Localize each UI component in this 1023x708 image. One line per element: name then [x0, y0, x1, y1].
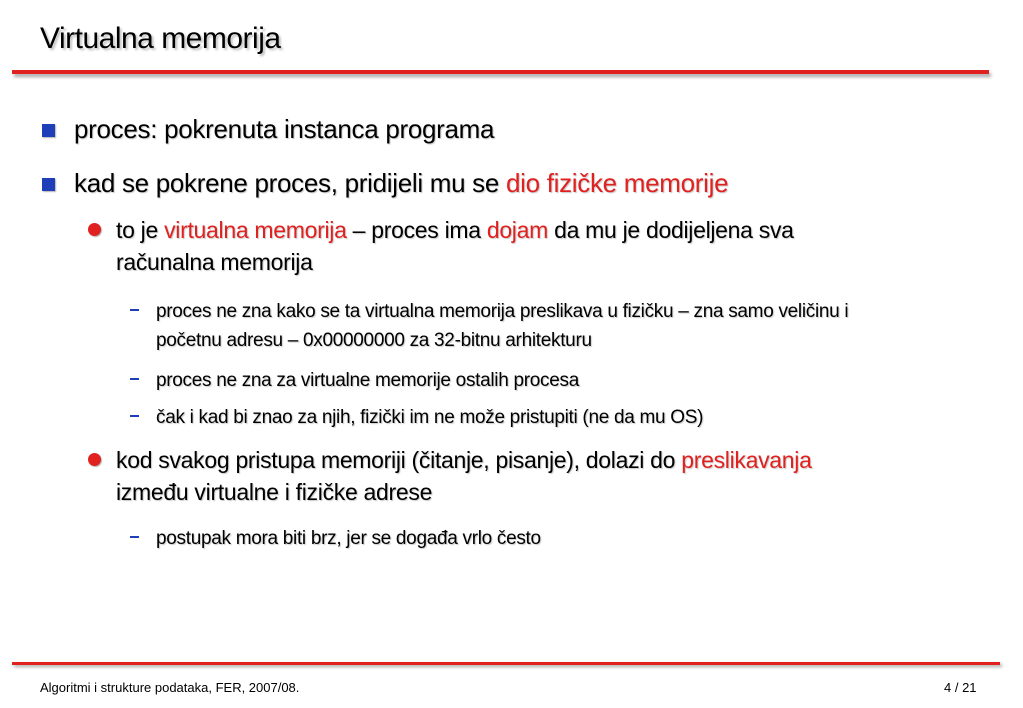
footer-page-number: 4 / 21 [944, 680, 977, 695]
dash-bullet-icon [130, 415, 139, 417]
highlight-text: dojam [486, 217, 548, 243]
bullet-text: kod svakog pristupa memoriji (čitanje, pisanje), dolazi do preslikavanja između virtualne i fizičke adrese [116, 447, 812, 505]
dash-bullet-icon [130, 309, 139, 311]
round-bullet-icon [88, 453, 101, 466]
square-bullet-icon [42, 178, 55, 191]
bullet-text: postupak mora biti brz, jer se događa vrlo često [156, 528, 541, 549]
bullet-text: to je virtualna memorija – proces ima dojam da mu je dodijeljena sva računalna memorija [116, 217, 794, 275]
slide-title: Virtualna memorija [40, 22, 281, 55]
highlight-text: preslikavanja [681, 447, 812, 473]
round-bullet-icon [88, 223, 101, 236]
bullet-text: proces ne zna za virtualne memorije ostalih procesa [156, 370, 579, 391]
title-divider [12, 70, 989, 74]
highlight-text: virtualna memorija [164, 217, 347, 243]
footer-divider [12, 662, 1000, 665]
dash-bullet-icon [130, 536, 139, 538]
footer-course: Algoritmi i strukture podataka, FER, 2007/08. [40, 680, 300, 695]
highlight-text: dio fizičke memorije [505, 168, 729, 198]
dash-bullet-icon [130, 378, 139, 380]
bullet-text: proces: pokrenuta instanca programa [74, 114, 495, 144]
bullet-text: kad se pokrene proces, pridijeli mu se dio fizičke memorije [74, 168, 729, 198]
bullet-text: proces ne zna kako se ta virtualna memorija preslikava u fizičku – zna samo veličinu i početnu adresu – 0x00000000 za 32-bitnu arhitekturu [156, 301, 849, 351]
square-bullet-icon [42, 124, 55, 137]
bullet-text: čak i kad bi znao za njih, fizički im ne može pristupiti (ne da mu OS) [156, 407, 704, 428]
